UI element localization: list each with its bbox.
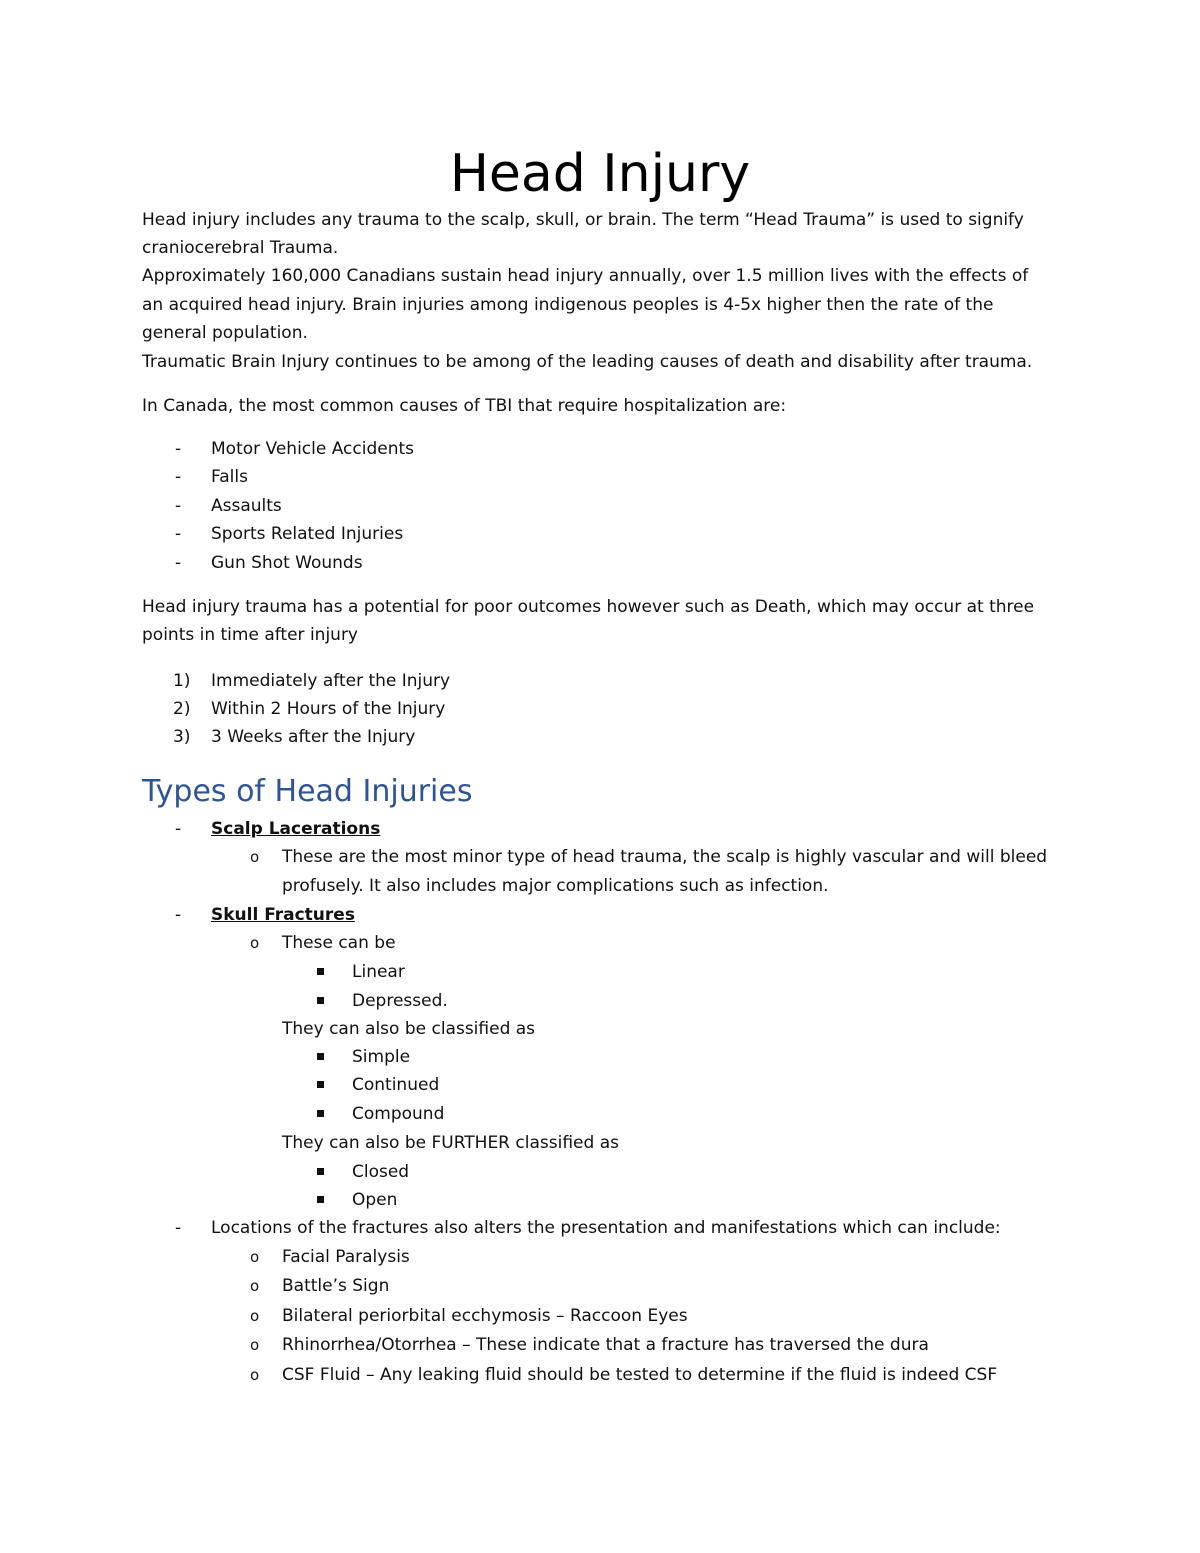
dash-bullet: - — [175, 467, 182, 487]
intro-line: craniocerebral Trauma. — [142, 238, 339, 258]
square-bullet — [317, 1053, 324, 1060]
section-heading: Types of Head Injuries — [142, 774, 473, 809]
list-item: Battle’s Sign — [282, 1276, 390, 1296]
list-item: Sports Related Injuries — [211, 524, 404, 544]
square-bullet — [317, 1081, 324, 1088]
list-item: Depressed. — [352, 991, 448, 1011]
outcomes-line: points in time after injury — [142, 625, 358, 645]
intro-line: Approximately 160,000 Canadians sustain head injury annually, over 1.5 million lives with the effects of — [142, 266, 1029, 286]
list-item: CSF Fluid – Any leaking fluid should be tested to determine if the fluid is indeed CSF — [282, 1365, 998, 1385]
list-item: Immediately after the Injury — [211, 671, 451, 691]
dash-bullet: - — [175, 1218, 182, 1238]
list-item: These can be — [282, 933, 396, 953]
square-bullet — [317, 1168, 324, 1175]
page-title: Head Injury — [449, 144, 751, 204]
intro-line: Traumatic Brain Injury continues to be among of the leading causes of death and disability after trauma. — [142, 352, 1033, 372]
square-bullet — [317, 997, 324, 1004]
description-line: These are the most minor type of head trauma, the scalp is highly vascular and will bleed — [282, 847, 1048, 867]
list-item: Within 2 Hours of the Injury — [211, 699, 446, 719]
dash-bullet: - — [175, 553, 182, 573]
list-number: 1) — [173, 671, 191, 691]
list-item: Simple — [352, 1047, 411, 1067]
list-item: Open — [352, 1190, 398, 1210]
dash-bullet: - — [175, 819, 182, 839]
circle-bullet: o — [250, 1366, 260, 1384]
subsection-label: Skull Fractures — [211, 905, 355, 925]
list-item: Rhinorrhea/Otorrhea – These indicate that a fracture has traversed the dura — [282, 1335, 929, 1355]
dash-bullet: - — [175, 496, 182, 516]
list-number: 2) — [173, 699, 191, 719]
list-item: Falls — [211, 467, 248, 487]
dash-bullet: - — [175, 439, 182, 459]
description-line: profusely. It also includes major complications such as infection. — [282, 876, 829, 896]
subsection-label: Scalp Lacerations — [211, 819, 381, 839]
square-bullet — [317, 1110, 324, 1117]
square-bullet — [317, 1196, 324, 1203]
list-item: Closed — [352, 1162, 410, 1182]
circle-bullet: o — [250, 934, 260, 952]
list-item: Linear — [352, 962, 405, 982]
list-item: 3 Weeks after the Injury — [211, 727, 416, 747]
circle-bullet: o — [250, 1248, 260, 1266]
list-item: Bilateral periorbital ecchymosis – Raccoon Eyes — [282, 1306, 688, 1326]
list-number: 3) — [173, 727, 191, 747]
causes-lead: In Canada, the most common causes of TBI that require hospitalization are: — [142, 396, 787, 416]
intro-line: general population. — [142, 323, 308, 343]
list-item: Compound — [352, 1104, 445, 1124]
list-text: They can also be FURTHER classified as — [282, 1133, 619, 1153]
list-item: Locations of the fractures also alters the presentation and manifestations which can include: — [211, 1218, 1001, 1238]
dash-bullet: - — [175, 905, 182, 925]
circle-bullet: o — [250, 1277, 260, 1295]
list-item: Assaults — [211, 496, 282, 516]
list-item: Motor Vehicle Accidents — [211, 439, 415, 459]
list-text: They can also be classified as — [282, 1019, 536, 1039]
list-item: Continued — [352, 1075, 440, 1095]
circle-bullet: o — [250, 1336, 260, 1354]
circle-bullet: o — [250, 848, 260, 866]
list-item: Facial Paralysis — [282, 1247, 410, 1267]
list-item: Gun Shot Wounds — [211, 553, 363, 573]
intro-line: Head injury includes any trauma to the scalp, skull, or brain. The term “Head Trauma” is used to signify — [142, 210, 1024, 230]
intro-line: an acquired head injury. Brain injuries among indigenous peoples is 4-5x higher then the rate of the — [142, 295, 994, 315]
outcomes-line: Head injury trauma has a potential for poor outcomes however such as Death, which may occur at three — [142, 597, 1035, 617]
circle-bullet: o — [250, 1307, 260, 1325]
dash-bullet: - — [175, 524, 182, 544]
square-bullet — [317, 968, 324, 975]
